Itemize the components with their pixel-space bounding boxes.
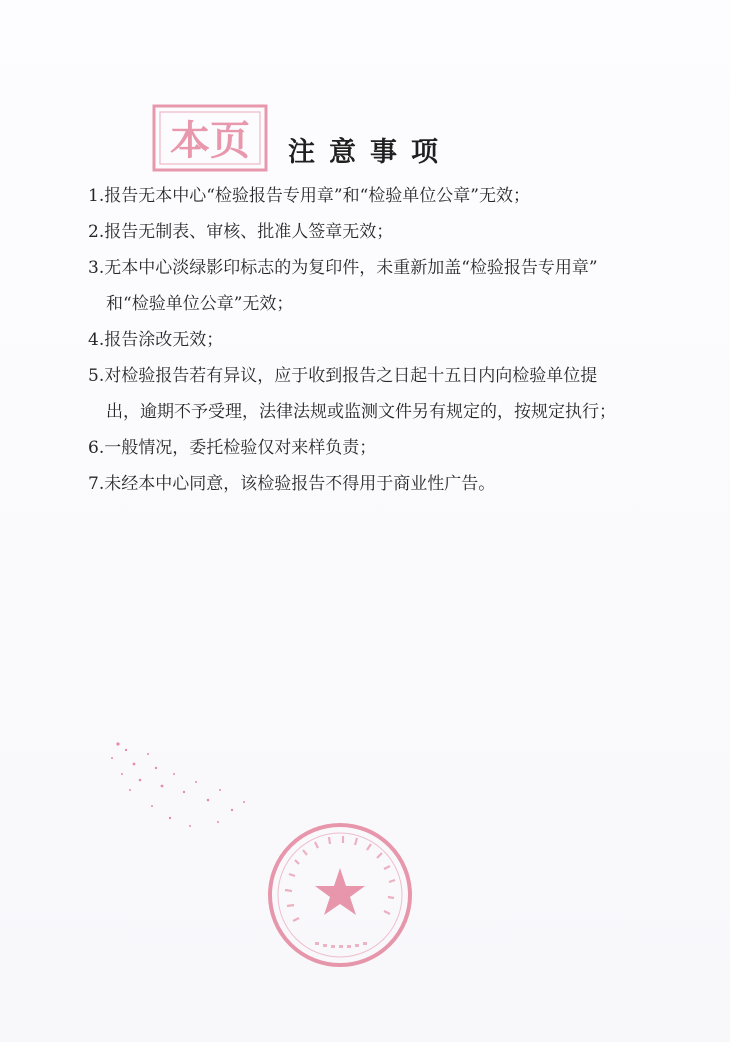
note-item bbox=[88, 358, 668, 430]
page-title: 注意事项 bbox=[288, 137, 452, 169]
note-item bbox=[88, 430, 668, 466]
ink-speckles bbox=[100, 730, 260, 840]
note-item bbox=[88, 178, 668, 214]
note-item bbox=[88, 250, 668, 322]
note-text: 4.报告涂改无效； bbox=[88, 330, 224, 350]
note-item bbox=[88, 322, 668, 358]
note-text: 5.对检验报告若有异议，应于收到报告之日起十五日内向检验单位提 bbox=[88, 366, 598, 386]
note-item bbox=[88, 466, 668, 502]
note-continuation: 和“检验单位公章”无效； bbox=[106, 294, 294, 314]
note-text: 2.报告无制表、审核、批准人签章无效； bbox=[88, 222, 394, 242]
note-text: 1.报告无本中心“检验报告专用章”和“检验单位公章”无效； bbox=[88, 186, 530, 206]
notes-list bbox=[88, 178, 668, 502]
note-text: 7.未经本中心同意，该检验报告不得用于商业性广告。 bbox=[88, 474, 496, 494]
note-text: 6.一般情况，委托检验仅对来样负责； bbox=[88, 438, 377, 458]
note-text: 3.无本中心淡绿影印标志的为复印件，未重新加盖“检验报告专用章” bbox=[88, 258, 598, 278]
top-seal-text: 本页 bbox=[170, 117, 250, 164]
note-continuation: 出，逾期不予受理，法律法规或监测文件另有规定的，按规定执行； bbox=[106, 402, 616, 422]
official-round-seal bbox=[265, 820, 415, 970]
note-item bbox=[88, 214, 668, 250]
